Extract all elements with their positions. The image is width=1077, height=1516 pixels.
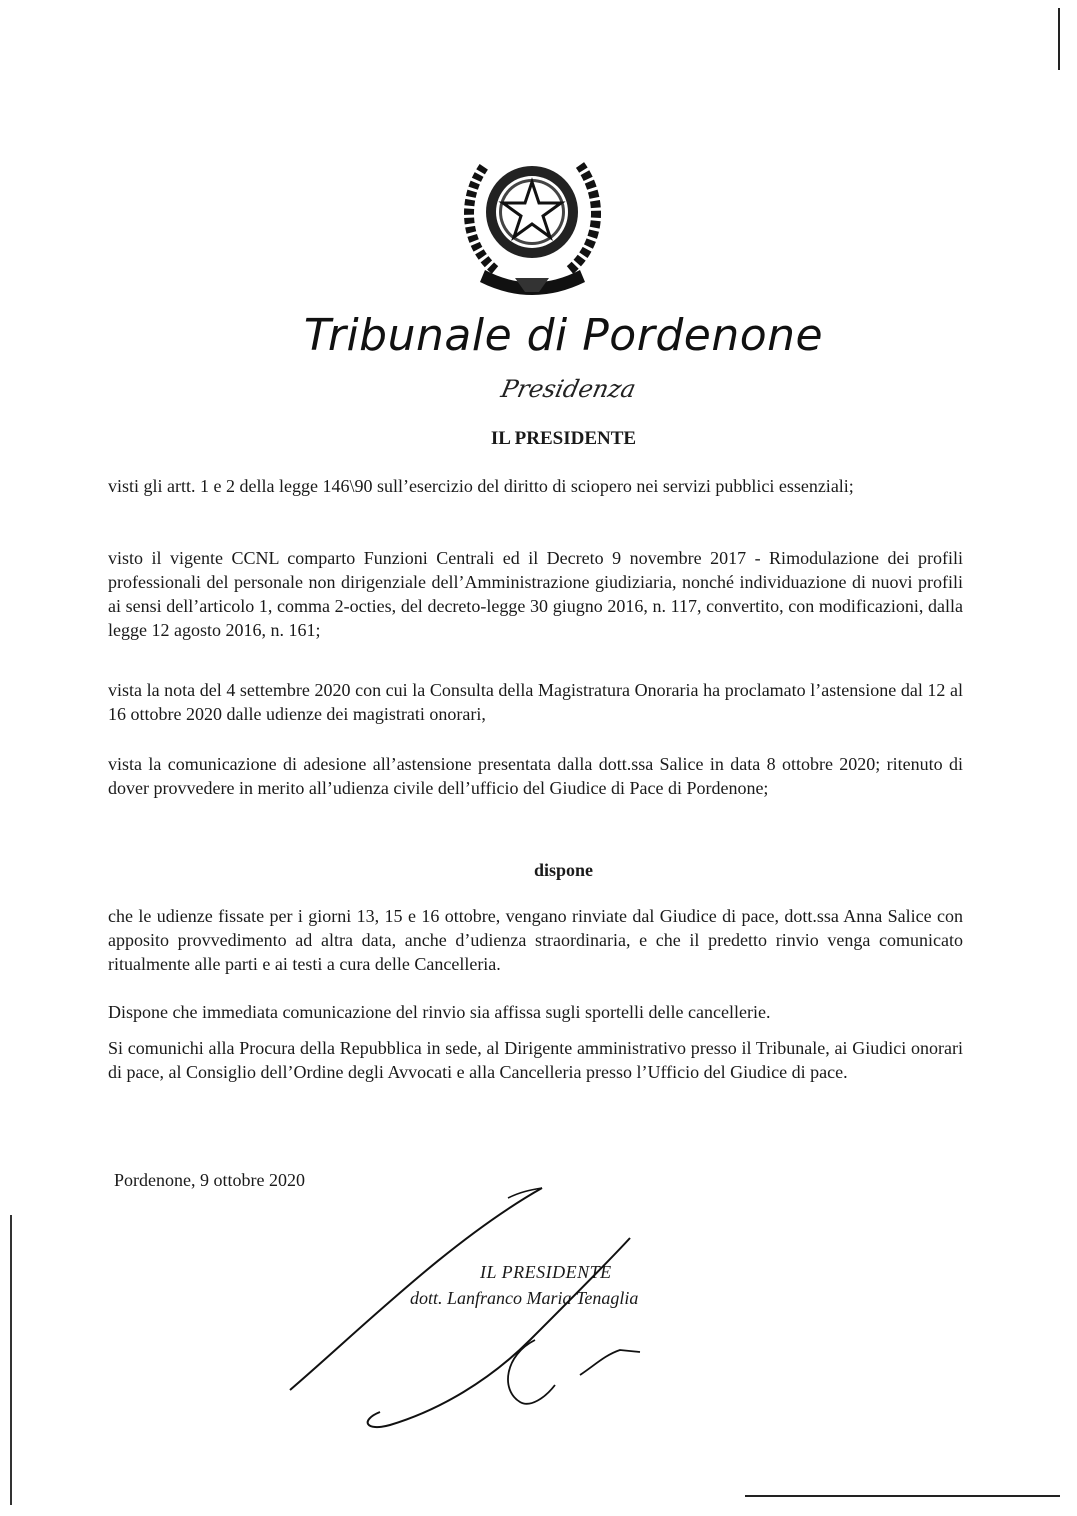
scan-edge-mark [1058, 8, 1060, 70]
recital-paragraph: visti gli artt. 1 e 2 della legge 146\90 sull’esercizio del diritto di sciopero nei servizi pubblici essenziali; [108, 476, 854, 496]
scan-edge-mark [745, 1495, 1060, 1497]
place-date: Pordenone, 9 ottobre 2020 [114, 1170, 305, 1190]
recital-paragraph: visto il vigente CCNL comparto Funzioni Centrali ed il Decreto 9 novembre 2017 - Rimodulazione dei profili professionali del personale non dirigenziale dell’Amministrazione giudiziaria, nonché individuazione di nuovi profili ai sensi dell’articolo 1, comma 2-octies, del decreto-legge 30 giugno 2016, n. 117, convertito, con modificazioni, dalla legge 12 agosto 2016, n. 161; [108, 548, 963, 640]
order-paragraph: Si comunichi alla Procura della Repubblica in sede, al Dirigente amministrativo presso il Tribunale, ai Giudici onorari di pace, al Consiglio dell’Ordine degli Avvocati e alla Cancelleria presso l’Ufficio del Giudice di pace. [108, 1038, 963, 1082]
document-heading: IL PRESIDENTE [490, 428, 637, 449]
order-paragraph: Dispone che immediata comunicazione del rinvio sia affissa sugli sportelli delle cancellerie. [108, 1002, 771, 1022]
signatory-role: IL PRESIDENTE [480, 1262, 612, 1282]
recital-paragraph: vista la nota del 4 settembre 2020 con cui la Consulta della Magistratura Onoraria ha proclamato l’astensione dal 12 al 16 ottobre 2020 dalle udienze dei magistrati onorari, [108, 680, 963, 724]
dispone-heading: dispone [533, 860, 594, 880]
office-subtitle: Presidenza [498, 375, 639, 403]
scan-edge-mark [10, 1215, 12, 1505]
order-paragraph: che le udienze fissate per i giorni 13, 15 e 16 ottobre, vengano rinviate dal Giudice di pace, dott.ssa Anna Salice con apposito provvedimento ad altra data, anche d’udienza straordinaria, e che il predetto rinvio venga comunicato ritualmente alle parti e ai testi a cura delle Cancelleria. [108, 906, 963, 974]
recital-paragraph: vista la comunicazione di adesione all’astensione presentata dalla dott.ssa Salice in data 8 ottobre 2020; ritenuto di dover provvedere in merito all’udienza civile dell’ufficio del Giudice di Pace di Pordenone; [108, 754, 963, 798]
handwritten-signature [280, 1180, 660, 1440]
italian-republic-emblem-icon [455, 130, 610, 300]
court-title: Tribunale di Pordenone [303, 310, 824, 361]
signatory-name: dott. Lanfranco Maria Tenaglia [410, 1288, 639, 1308]
